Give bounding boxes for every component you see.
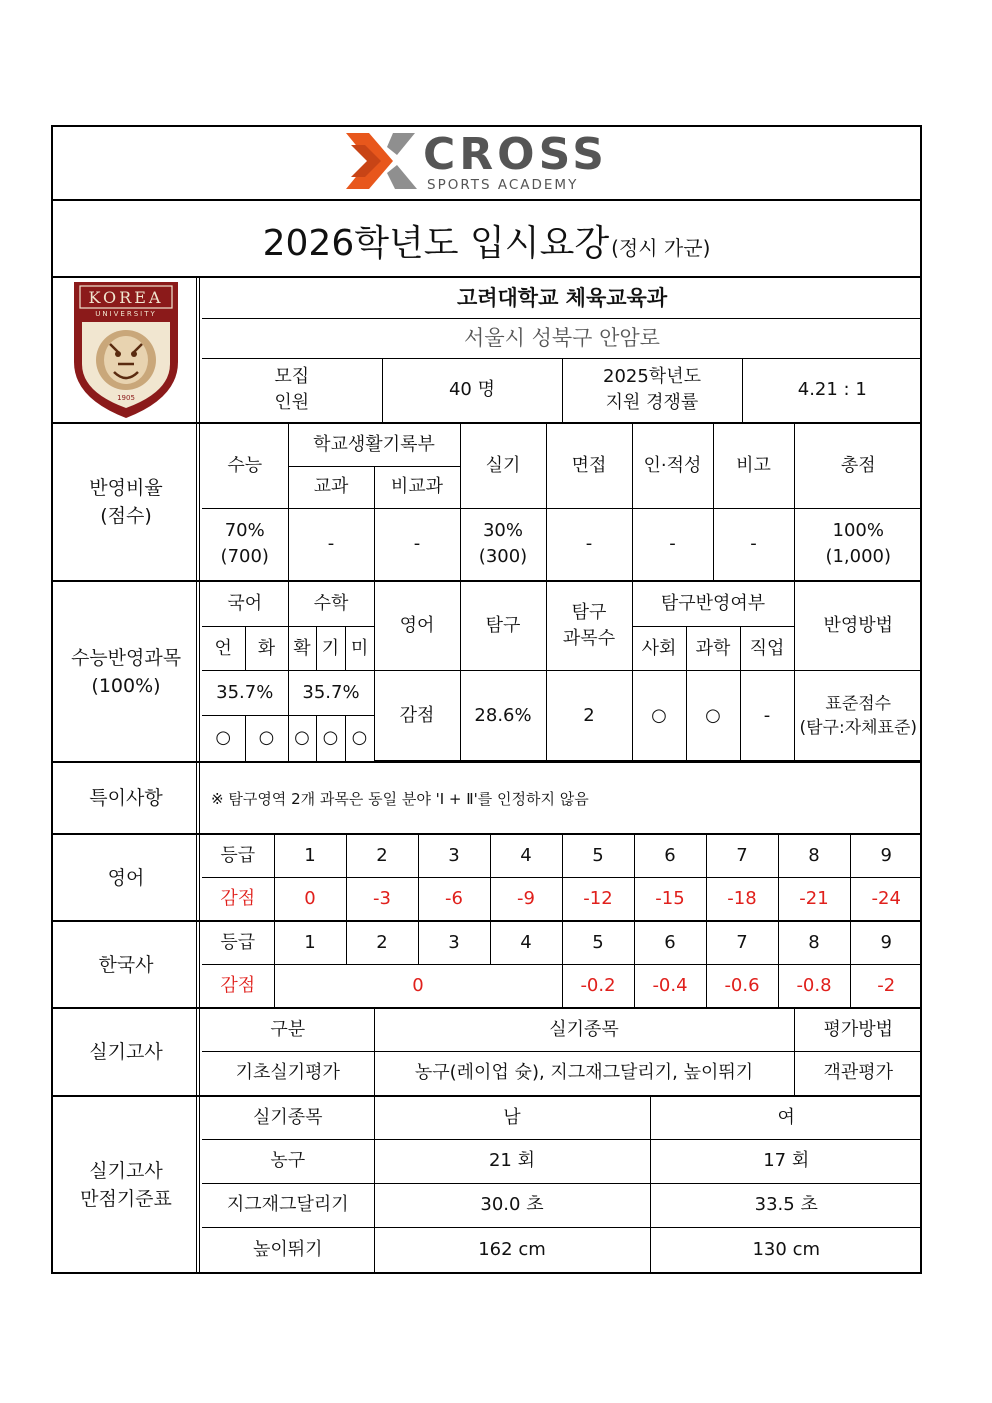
english-grade: 5 xyxy=(562,835,634,877)
standards-section xyxy=(53,1095,920,1272)
standard-female: 130 cm xyxy=(650,1227,922,1272)
mark-eon: ○ xyxy=(202,715,245,760)
sub-hwa: 화 xyxy=(245,626,288,670)
history-grade: 8 xyxy=(778,922,850,964)
history-deduction: -0.8 xyxy=(778,964,850,1007)
english-deduction: -6 xyxy=(418,877,490,920)
english-grade: 7 xyxy=(706,835,778,877)
university-name: 고려대학교 체육교육과 xyxy=(202,278,922,318)
value-tamgu: 28.6% xyxy=(460,671,546,761)
header-silgi: 실기 xyxy=(460,424,546,508)
header-gyogwa: 교과 xyxy=(288,466,374,508)
sub-job: 직업 xyxy=(740,626,794,670)
english-deduction: -24 xyxy=(850,877,922,920)
header-tamgu-count: 탐구 과목수 xyxy=(546,582,632,671)
history-grade: 3 xyxy=(418,922,490,964)
value-events: 농구(레이업 슛), 지그재그달리기, 높이뛰기 xyxy=(374,1051,794,1095)
university-emblem-icon xyxy=(70,280,182,420)
emblem-cell xyxy=(53,278,200,422)
english-deduction: -15 xyxy=(634,877,706,920)
header-female: 여 xyxy=(650,1097,922,1139)
value-total: 100% (1,000) xyxy=(794,508,922,580)
header-aptitude: 인·적성 xyxy=(632,424,713,508)
sub-social: 사회 xyxy=(632,626,686,670)
sub-hwak: 확 xyxy=(288,626,316,670)
value-category: 기초실기평가 xyxy=(202,1051,374,1095)
header-tamgu-apply: 탐구반영여부 xyxy=(632,582,794,626)
value-etc: - xyxy=(713,508,794,580)
mark-mi: ○ xyxy=(345,715,374,760)
ratio-value: 4.21 : 1 xyxy=(742,358,922,422)
practical-section xyxy=(53,1007,920,1095)
value-bigyogwa: - xyxy=(374,508,460,580)
standard-female: 17 회 xyxy=(650,1139,922,1183)
value-science: ○ xyxy=(686,671,740,761)
header-korean: 국어 xyxy=(202,582,288,626)
standard-event: 높이뛰기 xyxy=(202,1227,374,1272)
english-deduction: -21 xyxy=(778,877,850,920)
english-grade: 8 xyxy=(778,835,850,877)
recruit-label: 모집 인원 xyxy=(202,358,382,422)
standard-event: 농구 xyxy=(202,1139,374,1183)
history-grade: 5 xyxy=(562,922,634,964)
english-deduction: -18 xyxy=(706,877,778,920)
standard-male: 21 회 xyxy=(374,1139,650,1183)
english-grade: 3 xyxy=(418,835,490,877)
cross-logo-icon xyxy=(53,127,920,199)
university-address: 서울시 성북구 안암로 xyxy=(202,318,922,358)
english-deduction: -9 xyxy=(490,877,562,920)
english-deduction: 0 xyxy=(274,877,346,920)
value-social: ○ xyxy=(632,671,686,761)
brand-logo xyxy=(53,127,920,199)
header-event: 실기종목 xyxy=(202,1097,374,1139)
history-deduct-label: 감점 xyxy=(202,964,274,1007)
subjects-label: 수능반영과목 (100%) xyxy=(53,582,200,761)
english-grade-label: 등급 xyxy=(202,835,274,877)
header-etc: 비고 xyxy=(713,424,794,508)
document-title xyxy=(53,203,920,277)
history-grade: 9 xyxy=(850,922,922,964)
university-section xyxy=(53,278,920,422)
standard-male: 30.0 초 xyxy=(374,1183,650,1227)
english-grade: 1 xyxy=(274,835,346,877)
standard-male: 162 cm xyxy=(374,1227,650,1272)
mark-hwak: ○ xyxy=(288,715,316,760)
english-deduction: -3 xyxy=(346,877,418,920)
emblem-year: 1905 xyxy=(117,394,135,402)
value-english: 감점 xyxy=(374,671,460,761)
ratio-label: 2025학년도 지원 경쟁률 xyxy=(562,358,742,422)
value-method: 표준점수 (탐구:자체표준) xyxy=(794,671,922,761)
header-math: 수학 xyxy=(288,582,374,626)
value-eval-method: 객관평가 xyxy=(794,1051,922,1095)
subjects-section xyxy=(53,580,920,761)
header-events: 실기종목 xyxy=(374,1009,794,1051)
history-deduction: -2 xyxy=(850,964,922,1007)
history-section xyxy=(53,920,920,1007)
ratio-section xyxy=(53,422,920,580)
header-method: 반영방법 xyxy=(794,582,922,671)
sub-science: 과학 xyxy=(686,626,740,670)
english-grade: 4 xyxy=(490,835,562,877)
english-grade: 2 xyxy=(346,835,418,877)
english-grade: 9 xyxy=(850,835,922,877)
header-interview: 면접 xyxy=(546,424,632,508)
english-grade: 6 xyxy=(634,835,706,877)
header-eval-method: 평가방법 xyxy=(794,1009,922,1051)
header-suneung: 수능 xyxy=(202,424,288,508)
sub-eon: 언 xyxy=(202,626,245,670)
history-deduction: -0.2 xyxy=(562,964,634,1007)
notes-text: ※ 탐구영역 2개 과목은 동일 분야 'Ⅰ + Ⅱ'를 인정하지 않음 xyxy=(211,789,589,808)
value-math: 35.7% xyxy=(288,671,374,715)
sub-gi: 기 xyxy=(316,626,345,670)
history-grade: 7 xyxy=(706,922,778,964)
history-grade: 6 xyxy=(634,922,706,964)
english-section xyxy=(53,833,920,920)
history-label: 한국사 xyxy=(53,922,200,1007)
value-tamgu-count: 2 xyxy=(546,671,632,761)
mark-hwa: ○ xyxy=(245,715,288,760)
value-interview: - xyxy=(546,508,632,580)
brand-tagline: SPORTS ACADEMY xyxy=(427,177,579,193)
value-job: - xyxy=(740,671,794,761)
english-deduct-label: 감점 xyxy=(202,877,274,920)
recruit-value: 40 명 xyxy=(382,358,562,422)
english-label: 영어 xyxy=(53,835,200,920)
standard-event: 지그재그달리기 xyxy=(202,1183,374,1227)
history-grade-label: 등급 xyxy=(202,922,274,964)
history-grade: 4 xyxy=(490,922,562,964)
value-suneung: 70% (700) xyxy=(202,508,288,580)
header-english: 영어 xyxy=(374,582,460,671)
header-record: 학교생활기록부 xyxy=(288,424,460,466)
header-total: 총점 xyxy=(794,424,922,508)
history-deduction: -0.4 xyxy=(634,964,706,1007)
divider xyxy=(53,199,920,201)
value-gyogwa: - xyxy=(288,508,374,580)
header-male: 남 xyxy=(374,1097,650,1139)
history-grade: 1 xyxy=(274,922,346,964)
value-silgi: 30% (300) xyxy=(460,508,546,580)
header-category: 구분 xyxy=(202,1009,374,1051)
notes-section xyxy=(53,761,920,833)
mark-gi: ○ xyxy=(316,715,345,760)
title-main: 2026학년도 입시요강 xyxy=(262,222,610,264)
english-deduction: -12 xyxy=(562,877,634,920)
history-grade: 2 xyxy=(346,922,418,964)
header-tamgu: 탐구 xyxy=(460,582,546,671)
standard-female: 33.5 초 xyxy=(650,1183,922,1227)
value-korean: 35.7% xyxy=(202,671,288,715)
value-aptitude: - xyxy=(632,508,713,580)
history-deduction-merged: 0 xyxy=(274,964,562,1007)
title-sub: (정시 가군) xyxy=(611,235,711,260)
notes-label: 특이사항 xyxy=(53,763,200,833)
standards-label: 실기고사 만점기준표 xyxy=(53,1097,200,1272)
sub-mi: 미 xyxy=(345,626,374,670)
emblem-sub: UNIVERSITY xyxy=(95,310,157,318)
emblem-text: KOREA xyxy=(88,288,164,307)
admission-document xyxy=(51,125,922,1274)
header-bigyogwa: 비교과 xyxy=(374,466,460,508)
history-deduction: -0.6 xyxy=(706,964,778,1007)
practical-label: 실기고사 xyxy=(53,1009,200,1095)
ratio-label: 반영비율 (점수) xyxy=(53,424,200,580)
brand-name: CROSS xyxy=(423,129,608,180)
